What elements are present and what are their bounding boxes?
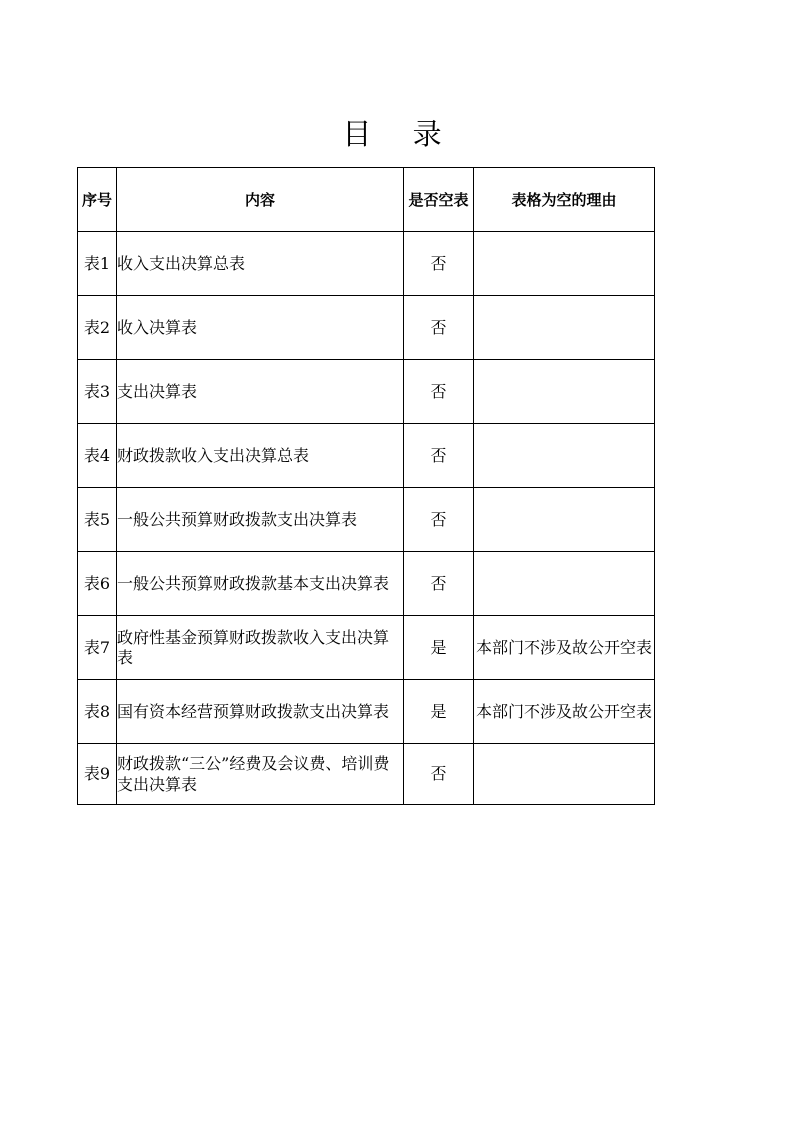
row-reason bbox=[474, 424, 655, 488]
row-reason bbox=[474, 744, 655, 805]
table-row bbox=[78, 616, 655, 680]
header-name: 内容 bbox=[117, 168, 404, 232]
row-name: 一般公共预算财政拨款支出决算表 bbox=[117, 488, 404, 552]
row-name: 一般公共预算财政拨款基本支出决算表 bbox=[117, 552, 404, 616]
row-name: 收入决算表 bbox=[117, 296, 404, 360]
table-row bbox=[78, 744, 655, 805]
row-name: 收入支出决算总表 bbox=[117, 232, 404, 296]
header-is-empty: 是否空表 bbox=[404, 168, 474, 232]
row-no: 表7 bbox=[78, 616, 117, 680]
row-reason: 本部门不涉及故公开空表 bbox=[474, 616, 655, 680]
row-reason bbox=[474, 360, 655, 424]
header-no: 序号 bbox=[78, 168, 117, 232]
row-name: 政府性基金预算财政拨款收入支出决算表 bbox=[117, 616, 404, 680]
table-row bbox=[78, 232, 655, 296]
row-no: 表6 bbox=[78, 552, 117, 616]
header-row bbox=[78, 168, 655, 232]
row-reason bbox=[474, 488, 655, 552]
table-row bbox=[78, 296, 655, 360]
row-no: 表1 bbox=[78, 232, 117, 296]
row-reason: 本部门不涉及故公开空表 bbox=[474, 680, 655, 744]
contents-table bbox=[77, 167, 655, 805]
row-no: 表4 bbox=[78, 424, 117, 488]
row-is-empty: 否 bbox=[404, 296, 474, 360]
row-no: 表9 bbox=[78, 744, 117, 805]
row-is-empty: 是 bbox=[404, 680, 474, 744]
row-name: 国有资本经营预算财政拨款支出决算表 bbox=[117, 680, 404, 744]
row-reason bbox=[474, 552, 655, 616]
row-no: 表2 bbox=[78, 296, 117, 360]
row-name: 财政拨款收入支出决算总表 bbox=[117, 424, 404, 488]
page-title: 目 录 bbox=[342, 117, 458, 151]
row-no: 表3 bbox=[78, 360, 117, 424]
row-is-empty: 否 bbox=[404, 424, 474, 488]
row-name: 支出决算表 bbox=[117, 360, 404, 424]
table-row bbox=[78, 360, 655, 424]
table-row bbox=[78, 488, 655, 552]
row-reason bbox=[474, 296, 655, 360]
header-reason: 表格为空的理由 bbox=[474, 168, 655, 232]
row-no: 表8 bbox=[78, 680, 117, 744]
row-reason bbox=[474, 232, 655, 296]
row-is-empty: 否 bbox=[404, 360, 474, 424]
table-row bbox=[78, 424, 655, 488]
row-is-empty: 否 bbox=[404, 744, 474, 805]
row-no: 表5 bbox=[78, 488, 117, 552]
row-name: 财政拨款“三公”经费及会议费、培训费支出决算表 bbox=[117, 744, 404, 805]
row-is-empty: 是 bbox=[404, 616, 474, 680]
row-is-empty: 否 bbox=[404, 232, 474, 296]
table-row bbox=[78, 680, 655, 744]
table-row bbox=[78, 552, 655, 616]
row-is-empty: 否 bbox=[404, 488, 474, 552]
row-is-empty: 否 bbox=[404, 552, 474, 616]
